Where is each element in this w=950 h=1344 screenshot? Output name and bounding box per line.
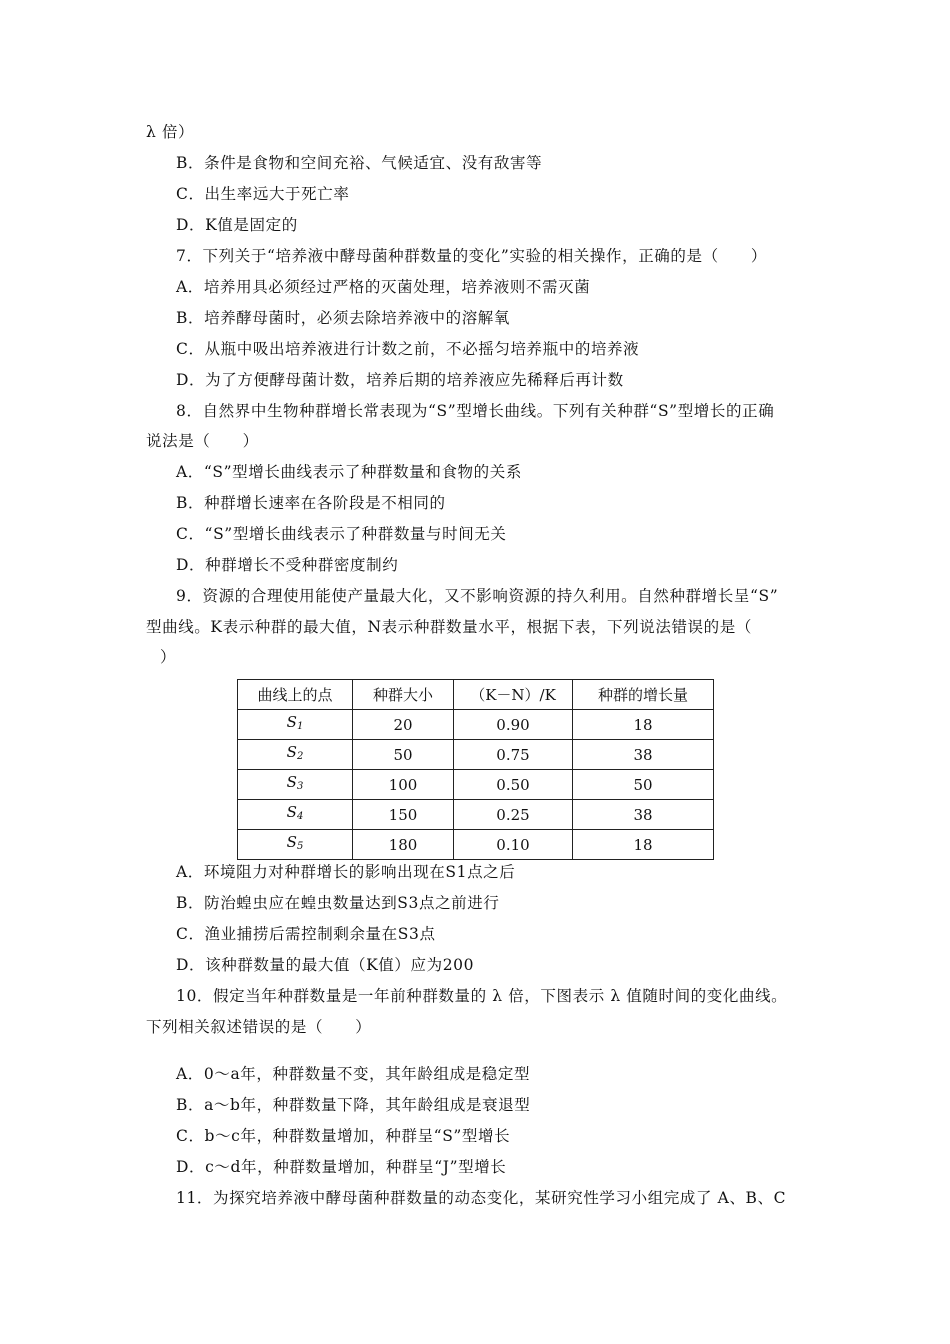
- table-header: 种群的增长量: [573, 680, 714, 710]
- q8-option-d: D．种群增长不受种群密度制约: [176, 556, 399, 574]
- table-header: 种群大小: [353, 680, 454, 710]
- q9-option-b: B．防治蝗虫应在蝗虫数量达到S3点之前进行: [176, 894, 500, 912]
- table-cell: $S_1$: [238, 710, 353, 740]
- q8-option-a: A．“S”型增长曲线表示了种群数量和食物的关系: [176, 463, 522, 481]
- q9-stem: 9．资源的合理使用能使产量最大化，又不影响资源的持久利用。自然种群增长呈“S”: [176, 587, 779, 605]
- q7-option-a: A．培养用具必须经过严格的灭菌处理，培养液则不需灭菌: [176, 278, 591, 296]
- q10-stem-continuation: 下列相关叙述错误的是（ ）: [146, 1018, 372, 1036]
- table-cell: $S_3$: [238, 770, 353, 800]
- q11-stem: 11．为探究培养液中酵母菌种群数量的动态变化，某研究性学习小组完成了 A、B、C: [176, 1189, 787, 1207]
- table-cell: $S_5$: [238, 830, 353, 860]
- table-header: （K－N）/K: [454, 680, 573, 710]
- q10-option-b: B．a～b年，种群数量下降，其年龄组成是衰退型: [176, 1096, 531, 1114]
- table-cell: 18: [573, 710, 714, 740]
- q8-option-c: C．“S”型增长曲线表示了种群数量与时间无关: [176, 525, 507, 543]
- q6-continuation: λ 倍）: [146, 123, 195, 141]
- table-cell: $S_2$: [238, 740, 353, 770]
- table-cell: 0.75: [454, 740, 573, 770]
- table-cell: 100: [353, 770, 454, 800]
- q10-stem: 10．假定当年种群数量是一年前种群数量的 λ 倍，下图表示 λ 值随时间的变化曲线。: [176, 987, 788, 1005]
- q10-option-d: D．c～d年，种群数量增加，种群呈“J”型增长: [176, 1158, 507, 1176]
- table-cell: 0.90: [454, 710, 573, 740]
- table-row: [238, 800, 714, 830]
- q6-option-d: D．K值是固定的: [176, 216, 298, 234]
- q6-option-b: B．条件是食物和空间充裕、气候适宜、没有敌害等: [176, 154, 543, 172]
- q6-option-c: C．出生率远大于死亡率: [176, 185, 350, 203]
- table-row: [238, 770, 714, 800]
- table-cell: 180: [353, 830, 454, 860]
- table-cell: 20: [353, 710, 454, 740]
- table-cell: 0.25: [454, 800, 573, 830]
- q8-stem-continuation: 说法是（ ）: [146, 432, 259, 450]
- table-cell: 50: [573, 770, 714, 800]
- table-row: [238, 830, 714, 860]
- q7-option-c: C．从瓶中吸出培养液进行计数之前，不必摇匀培养瓶中的培养液: [176, 340, 640, 358]
- q8-option-b: B．种群增长速率在各阶段是不相同的: [176, 494, 446, 512]
- table-cell: 38: [573, 740, 714, 770]
- table-header: 曲线上的点: [238, 680, 353, 710]
- table-cell: 38: [573, 800, 714, 830]
- q7-option-b: B．培养酵母菌时，必须去除培养液中的溶解氧: [176, 309, 510, 327]
- table-cell: 150: [353, 800, 454, 830]
- table-cell: 0.10: [454, 830, 573, 860]
- population-table: [237, 679, 714, 860]
- q9-option-a: A．环境阻力对种群增长的影响出现在S1点之后: [176, 863, 516, 881]
- table-row: [238, 740, 714, 770]
- q9-option-c: C．渔业捕捞后需控制剩余量在S3点: [176, 925, 436, 943]
- table-cell: 50: [353, 740, 454, 770]
- table-cell: 18: [573, 830, 714, 860]
- table-cell: 0.50: [454, 770, 573, 800]
- table-row: [238, 710, 714, 740]
- q10-option-c: C．b～c年，种群数量增加，种群呈“S”型增长: [176, 1127, 511, 1145]
- q9-stem-continuation: 型曲线。K表示种群的最大值，N表示种群数量水平，根据下表，下列说法错误的是（: [146, 618, 752, 636]
- q7-option-d: D．为了方便酵母菌计数，培养后期的培养液应先稀释后再计数: [176, 371, 624, 389]
- q9-stem-close-paren: ）: [160, 648, 177, 666]
- table-cell: $S_4$: [238, 800, 353, 830]
- q8-stem: 8．自然界中生物种群增长常表现为“S”型增长曲线。下列有关种群“S”型增长的正确: [176, 402, 775, 420]
- q7-stem: 7．下列关于“培养液中酵母菌种群数量的变化”实验的相关操作，正确的是（ ）: [176, 247, 768, 265]
- q9-option-d: D．该种群数量的最大值（K值）应为200: [176, 956, 475, 974]
- table-header-row: [238, 680, 714, 710]
- q10-option-a: A．0～a年，种群数量不变，其年龄组成是稳定型: [176, 1065, 531, 1083]
